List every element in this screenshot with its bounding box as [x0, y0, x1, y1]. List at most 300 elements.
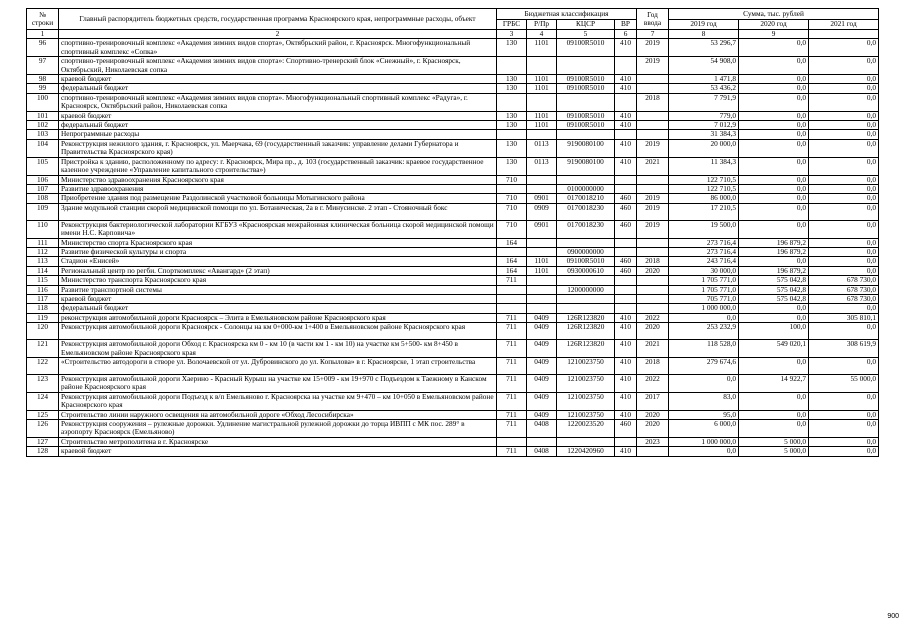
row-rzpr: 1101 [527, 39, 557, 57]
row-kcsr: 126R123820 [557, 340, 615, 358]
row-grbs: 711 [497, 447, 527, 456]
row-sum-2020: 0,0 [739, 220, 809, 238]
row-number: 111 [27, 238, 59, 247]
row-number: 96 [27, 39, 59, 57]
row-name: Реконструкция бактериологической лаборатории КГБУЗ «Красноярская межрайонная клиническая больница скорой медицинской помощи имени Н.С. Карповича» [59, 220, 497, 238]
row-name: Здание модульной станции скорой медицинской помощи по ул. Ботаническая, 2а в г. Минусинске. 2 этап - Стояночный бокс [59, 203, 497, 220]
row-name: краевой бюджет [59, 447, 497, 456]
row-name: федеральный бюджет [59, 304, 497, 313]
row-vr: 460 [615, 420, 637, 438]
row-year: 2022 [637, 375, 669, 393]
row-name: «Строительство автодороги в створе ул. Волочаевской от ул. Дубровинского до ул. Копылова» в г. Красноярске, 1 этап строительства [59, 358, 497, 375]
row-kcsr: 09100R5010 [557, 75, 615, 84]
row-vr: 460 [615, 220, 637, 238]
row-sum-2019: 779,0 [669, 111, 739, 120]
table-row [27, 39, 879, 57]
row-sum-2020: 0,0 [739, 392, 809, 410]
row-name: Развитие транспортной системы [59, 285, 497, 294]
row-sum-2021: 0,0 [809, 184, 879, 193]
row-name: Реконструкция автомобильной дороги Хаерино - Красный Курыш на участке км 15+009 - км 19+970 с Подъездом к Таежному в Канском районе Красноярского края [59, 375, 497, 393]
row-vr: 410 [615, 313, 637, 322]
row-rzpr: 0409 [527, 323, 557, 340]
table-row [27, 247, 879, 256]
row-grbs [497, 130, 527, 139]
row-sum-2021: 0,0 [809, 410, 879, 419]
table-row [27, 392, 879, 410]
row-year: 2019 [637, 220, 669, 238]
table-row [27, 93, 879, 111]
row-sum-2021: 0,0 [809, 93, 879, 111]
row-year: 2021 [637, 340, 669, 358]
row-grbs: 711 [497, 375, 527, 393]
row-sum-2019: 122 710,5 [669, 184, 739, 193]
row-year [637, 285, 669, 294]
row-sum-2019: 0,0 [669, 313, 739, 322]
row-sum-2020: 14 922,7 [739, 375, 809, 393]
budget-document [26, 8, 878, 457]
row-sum-2021: 0,0 [809, 323, 879, 340]
row-number: 110 [27, 220, 59, 238]
row-sum-2019: 273 716,4 [669, 247, 739, 256]
row-grbs [497, 437, 527, 446]
row-grbs: 130 [497, 111, 527, 120]
row-rzpr: 0409 [527, 375, 557, 393]
row-grbs: 164 [497, 266, 527, 275]
row-rzpr [527, 130, 557, 139]
table-body [27, 39, 879, 456]
column-index: 1 [27, 30, 59, 39]
row-name: спортивно-тренировочный комплекс «Академия зимних видов спорта»: Спортивно-тренерский блок «Снежный», г. Красноярск, Октябрьский, Николаевская сопка [59, 57, 497, 75]
row-grbs: 710 [497, 194, 527, 203]
row-sum-2021: 0,0 [809, 130, 879, 139]
header-budget-classification: Бюджетная классификация [497, 9, 637, 20]
header-rzpr: Р/Пр [527, 20, 557, 30]
row-sum-2021: 0,0 [809, 247, 879, 256]
row-number: 126 [27, 420, 59, 438]
row-vr [615, 247, 637, 256]
row-year: 2019 [637, 57, 669, 75]
row-sum-2021: 0,0 [809, 304, 879, 313]
row-sum-2019: 243 716,4 [669, 257, 739, 266]
table-row [27, 139, 879, 157]
row-year [637, 447, 669, 456]
table-row [27, 84, 879, 93]
row-year [637, 247, 669, 256]
row-sum-2019: 1 705 771,0 [669, 276, 739, 285]
row-grbs [497, 184, 527, 193]
header-year-in: Год ввода [637, 9, 669, 30]
row-rzpr [527, 304, 557, 313]
row-grbs [497, 57, 527, 75]
table-row [27, 447, 879, 456]
row-rzpr [527, 294, 557, 303]
row-kcsr: 126R123820 [557, 313, 615, 322]
row-number: 97 [27, 57, 59, 75]
row-sum-2020: 5 000,0 [739, 437, 809, 446]
row-number: 122 [27, 358, 59, 375]
row-number: 127 [27, 437, 59, 446]
table-row [27, 203, 879, 220]
row-year [637, 184, 669, 193]
row-grbs: 710 [497, 175, 527, 184]
row-number: 119 [27, 313, 59, 322]
row-vr: 410 [615, 111, 637, 120]
row-grbs: 711 [497, 276, 527, 285]
row-sum-2020: 0,0 [739, 420, 809, 438]
row-number: 113 [27, 257, 59, 266]
row-kcsr [557, 238, 615, 247]
row-grbs: 130 [497, 157, 527, 175]
row-sum-2020: 575 042,8 [739, 294, 809, 303]
row-kcsr [557, 437, 615, 446]
row-kcsr [557, 93, 615, 111]
column-index: 8 [669, 30, 739, 39]
row-name: Министерство транспорта Красноярского края [59, 276, 497, 285]
row-sum-2021: 0,0 [809, 266, 879, 275]
column-index: 4 [527, 30, 557, 39]
row-vr: 410 [615, 410, 637, 419]
row-sum-2019: 1 000 000,0 [669, 304, 739, 313]
row-name: спортивно-тренировочный комплекс «Академия зимних видов спорта». Многофункциональный спортивный комплекс «Радуга», г. Красноярск, Октябрьский район, Николаевская сопка [59, 93, 497, 111]
row-number: 106 [27, 175, 59, 184]
row-sum-2021: 0,0 [809, 238, 879, 247]
row-name: Реконструкция сооружения – рулежные дорожки. Удлинение магистральной рулежной дорожки до торца ИВПП с МК пос. 289° в аэропорту Красноярск (Емельяново) [59, 420, 497, 438]
row-sum-2021: 678 730,0 [809, 285, 879, 294]
table-row [27, 194, 879, 203]
row-number: 121 [27, 340, 59, 358]
row-rzpr: 0408 [527, 447, 557, 456]
row-grbs: 711 [497, 323, 527, 340]
row-vr [615, 285, 637, 294]
row-vr [615, 93, 637, 111]
row-kcsr: 1220420960 [557, 447, 615, 456]
row-sum-2021: 0,0 [809, 447, 879, 456]
row-rzpr: 0409 [527, 410, 557, 419]
row-kcsr: 1220023520 [557, 420, 615, 438]
row-rzpr [527, 247, 557, 256]
row-sum-2021: 0,0 [809, 75, 879, 84]
row-name: краевой бюджет [59, 111, 497, 120]
row-kcsr [557, 276, 615, 285]
table-row [27, 294, 879, 303]
row-year [637, 175, 669, 184]
budget-table [26, 8, 879, 457]
row-sum-2020: 0,0 [739, 194, 809, 203]
row-year [637, 130, 669, 139]
row-year: 2019 [637, 203, 669, 220]
row-kcsr: 1210023750 [557, 392, 615, 410]
row-sum-2019: 1 000 000,0 [669, 437, 739, 446]
table-row [27, 420, 879, 438]
row-kcsr [557, 57, 615, 75]
row-sum-2019: 17 210,5 [669, 203, 739, 220]
row-vr: 410 [615, 392, 637, 410]
row-number: 102 [27, 121, 59, 130]
row-sum-2021: 0,0 [809, 194, 879, 203]
header-2019: 2019 год [669, 20, 739, 30]
row-rzpr [527, 285, 557, 294]
column-index: 9 [739, 30, 809, 39]
row-sum-2020: 0,0 [739, 313, 809, 322]
row-kcsr: 0170018230 [557, 203, 615, 220]
row-year [637, 276, 669, 285]
row-name: Развитие здравоохранения [59, 184, 497, 193]
row-sum-2019: 273 716,4 [669, 238, 739, 247]
row-grbs: 711 [497, 358, 527, 375]
row-sum-2020: 0,0 [739, 203, 809, 220]
table-row [27, 238, 879, 247]
row-rzpr: 0901 [527, 194, 557, 203]
row-rzpr: 1101 [527, 266, 557, 275]
row-sum-2020: 0,0 [739, 75, 809, 84]
row-number: 125 [27, 410, 59, 419]
row-year [637, 304, 669, 313]
table-row [27, 410, 879, 419]
row-sum-2021: 0,0 [809, 84, 879, 93]
row-year: 2018 [637, 358, 669, 375]
table-row [27, 57, 879, 75]
row-name: Строительство метрополитена в г. Красноярске [59, 437, 497, 446]
row-vr [615, 238, 637, 247]
row-sum-2019: 122 710,5 [669, 175, 739, 184]
row-grbs [497, 285, 527, 294]
row-year: 2019 [637, 39, 669, 57]
row-year [637, 121, 669, 130]
row-kcsr [557, 304, 615, 313]
row-rzpr: 0409 [527, 392, 557, 410]
row-sum-2019: 279 674,6 [669, 358, 739, 375]
row-kcsr [557, 294, 615, 303]
table-row [27, 276, 879, 285]
row-year: 2017 [637, 392, 669, 410]
row-sum-2020: 100,0 [739, 323, 809, 340]
row-sum-2019: 6 000,0 [669, 420, 739, 438]
row-rzpr: 0909 [527, 203, 557, 220]
row-vr [615, 175, 637, 184]
row-number: 118 [27, 304, 59, 313]
row-sum-2019: 31 384,3 [669, 130, 739, 139]
row-year: 2023 [637, 437, 669, 446]
table-row [27, 121, 879, 130]
row-vr: 410 [615, 323, 637, 340]
row-sum-2020: 0,0 [739, 39, 809, 57]
row-grbs: 711 [497, 313, 527, 322]
row-sum-2019: 1 705 771,0 [669, 285, 739, 294]
row-sum-2020: 0,0 [739, 184, 809, 193]
row-number: 108 [27, 194, 59, 203]
row-kcsr: 9190080100 [557, 139, 615, 157]
row-sum-2019: 705 771,0 [669, 294, 739, 303]
row-grbs: 711 [497, 420, 527, 438]
row-sum-2020: 0,0 [739, 358, 809, 375]
row-year [637, 75, 669, 84]
row-rzpr [527, 175, 557, 184]
row-sum-2021: 0,0 [809, 157, 879, 175]
row-grbs: 130 [497, 84, 527, 93]
row-vr: 410 [615, 84, 637, 93]
row-sum-2021: 55 000,0 [809, 375, 879, 393]
row-number: 101 [27, 111, 59, 120]
row-vr: 410 [615, 340, 637, 358]
table-row [27, 285, 879, 294]
row-name: Министерство здравоохранения Красноярского края [59, 175, 497, 184]
row-year [637, 238, 669, 247]
row-year: 2018 [637, 93, 669, 111]
row-sum-2021: 0,0 [809, 175, 879, 184]
table-row [27, 111, 879, 120]
row-vr [615, 437, 637, 446]
row-kcsr: 1210023750 [557, 410, 615, 419]
row-vr [615, 276, 637, 285]
row-year: 2020 [637, 323, 669, 340]
column-index: 5 [557, 30, 615, 39]
row-sum-2019: 30 000,0 [669, 266, 739, 275]
row-number: 120 [27, 323, 59, 340]
row-vr: 460 [615, 257, 637, 266]
row-number: 117 [27, 294, 59, 303]
row-year: 2019 [637, 194, 669, 203]
page-number: 900 [887, 613, 899, 620]
row-grbs [497, 294, 527, 303]
row-rzpr [527, 437, 557, 446]
column-index: 2 [59, 30, 497, 39]
row-name: Региональный центр по регби. Спорткомплекс «Авангард» (2 этап) [59, 266, 497, 275]
row-vr: 460 [615, 266, 637, 275]
row-rzpr: 1101 [527, 111, 557, 120]
row-kcsr: 1210023750 [557, 375, 615, 393]
row-sum-2020: 0,0 [739, 304, 809, 313]
row-number: 115 [27, 276, 59, 285]
table-row [27, 266, 879, 275]
row-sum-2021: 0,0 [809, 121, 879, 130]
row-sum-2019: 1 471,8 [669, 75, 739, 84]
row-number: 109 [27, 203, 59, 220]
row-grbs [497, 304, 527, 313]
row-number: 128 [27, 447, 59, 456]
row-year: 2022 [637, 313, 669, 322]
row-sum-2020: 196 879,2 [739, 247, 809, 256]
row-sum-2020: 0,0 [739, 139, 809, 157]
header-vr: ВР [615, 20, 637, 30]
row-sum-2020: 0,0 [739, 121, 809, 130]
header-2021: 2021 год [809, 20, 879, 30]
row-year: 2019 [637, 139, 669, 157]
row-kcsr: 126R123820 [557, 323, 615, 340]
row-sum-2019: 118 528,0 [669, 340, 739, 358]
row-sum-2021: 0,0 [809, 203, 879, 220]
row-rzpr: 0409 [527, 340, 557, 358]
row-rzpr [527, 184, 557, 193]
row-year: 2021 [637, 157, 669, 175]
row-sum-2021: 0,0 [809, 39, 879, 57]
table-row [27, 304, 879, 313]
row-rzpr [527, 57, 557, 75]
row-kcsr: 09100R5010 [557, 257, 615, 266]
header-grbs: ГРБС [497, 20, 527, 30]
row-grbs: 164 [497, 238, 527, 247]
row-rzpr: 0901 [527, 220, 557, 238]
row-rzpr: 0409 [527, 358, 557, 375]
table-row [27, 157, 879, 175]
row-rzpr: 0408 [527, 420, 557, 438]
header-kcsr: КЦСР [557, 20, 615, 30]
row-sum-2021: 0,0 [809, 392, 879, 410]
row-kcsr [557, 175, 615, 184]
row-name: Реконструкция автомобильной дороги Обход г. Красноярска км 0 - км 10 (в части км 1 - км 10) на участке км 5+500- км 8+450 в Емельяновском районе Красноярского края [59, 340, 497, 358]
row-number: 112 [27, 247, 59, 256]
row-sum-2021: 0,0 [809, 220, 879, 238]
row-kcsr: 09100R5010 [557, 84, 615, 93]
row-name: Реконструкция автомобильной дороги Красноярск - Солонцы на км 0+000-км 1+400 в Емельяновском районе Красноярского края [59, 323, 497, 340]
row-grbs [497, 93, 527, 111]
row-sum-2021: 308 619,9 [809, 340, 879, 358]
row-kcsr: 9190080100 [557, 157, 615, 175]
row-sum-2021: 0,0 [809, 437, 879, 446]
row-sum-2020: 0,0 [739, 130, 809, 139]
table-row [27, 437, 879, 446]
row-kcsr [557, 130, 615, 139]
row-sum-2019: 7 791,9 [669, 93, 739, 111]
row-rzpr [527, 276, 557, 285]
row-kcsr: 0900000000 [557, 247, 615, 256]
row-grbs: 130 [497, 75, 527, 84]
row-number: 107 [27, 184, 59, 193]
row-rzpr: 1101 [527, 257, 557, 266]
row-rzpr: 0409 [527, 313, 557, 322]
row-grbs: 711 [497, 410, 527, 419]
row-year [637, 84, 669, 93]
row-sum-2019: 53 296,7 [669, 39, 739, 57]
row-vr [615, 57, 637, 75]
row-number: 104 [27, 139, 59, 157]
row-sum-2020: 0,0 [739, 93, 809, 111]
row-year [637, 111, 669, 120]
row-grbs: 130 [497, 139, 527, 157]
row-name: Приобретение здания под размещение Раздолинской участковой больницы Мотыгинского района [59, 194, 497, 203]
row-sum-2020: 196 879,2 [739, 238, 809, 247]
row-rzpr: 1101 [527, 75, 557, 84]
row-sum-2021: 305 810,1 [809, 313, 879, 322]
row-name: Развитие физической культуры и спорта [59, 247, 497, 256]
column-index: 6 [615, 30, 637, 39]
row-grbs: 710 [497, 203, 527, 220]
row-sum-2020: 575 042,8 [739, 285, 809, 294]
row-number: 100 [27, 93, 59, 111]
row-name: Пристройка к зданию, расположенному по адресу: г. Красноярск, Мира пр., д. 103 (государственный заказчик: краевое государственное казенное учреждение «Управление капитального строительства») [59, 157, 497, 175]
row-number: 103 [27, 130, 59, 139]
table-row [27, 75, 879, 84]
row-sum-2021: 678 730,0 [809, 294, 879, 303]
table-row [27, 323, 879, 340]
row-sum-2021: 0,0 [809, 257, 879, 266]
row-vr [615, 304, 637, 313]
row-kcsr: 09100R5010 [557, 121, 615, 130]
row-number: 98 [27, 75, 59, 84]
row-number: 124 [27, 392, 59, 410]
row-name: спортивно-тренировочный комплекс «Академия зимних видов спорта», Октябрьский район, г. Красноярск. Многофункциональный спортивный комплекс «Сопка» [59, 39, 497, 57]
row-grbs: 164 [497, 257, 527, 266]
row-name: краевой бюджет [59, 294, 497, 303]
row-number: 99 [27, 84, 59, 93]
row-sum-2020: 0,0 [739, 84, 809, 93]
row-year: 2020 [637, 420, 669, 438]
row-kcsr: 0170018210 [557, 194, 615, 203]
table-row [27, 130, 879, 139]
row-sum-2019: 253 232,9 [669, 323, 739, 340]
row-kcsr: 09100R5010 [557, 39, 615, 57]
row-number: 114 [27, 266, 59, 275]
row-sum-2019: 0,0 [669, 447, 739, 456]
